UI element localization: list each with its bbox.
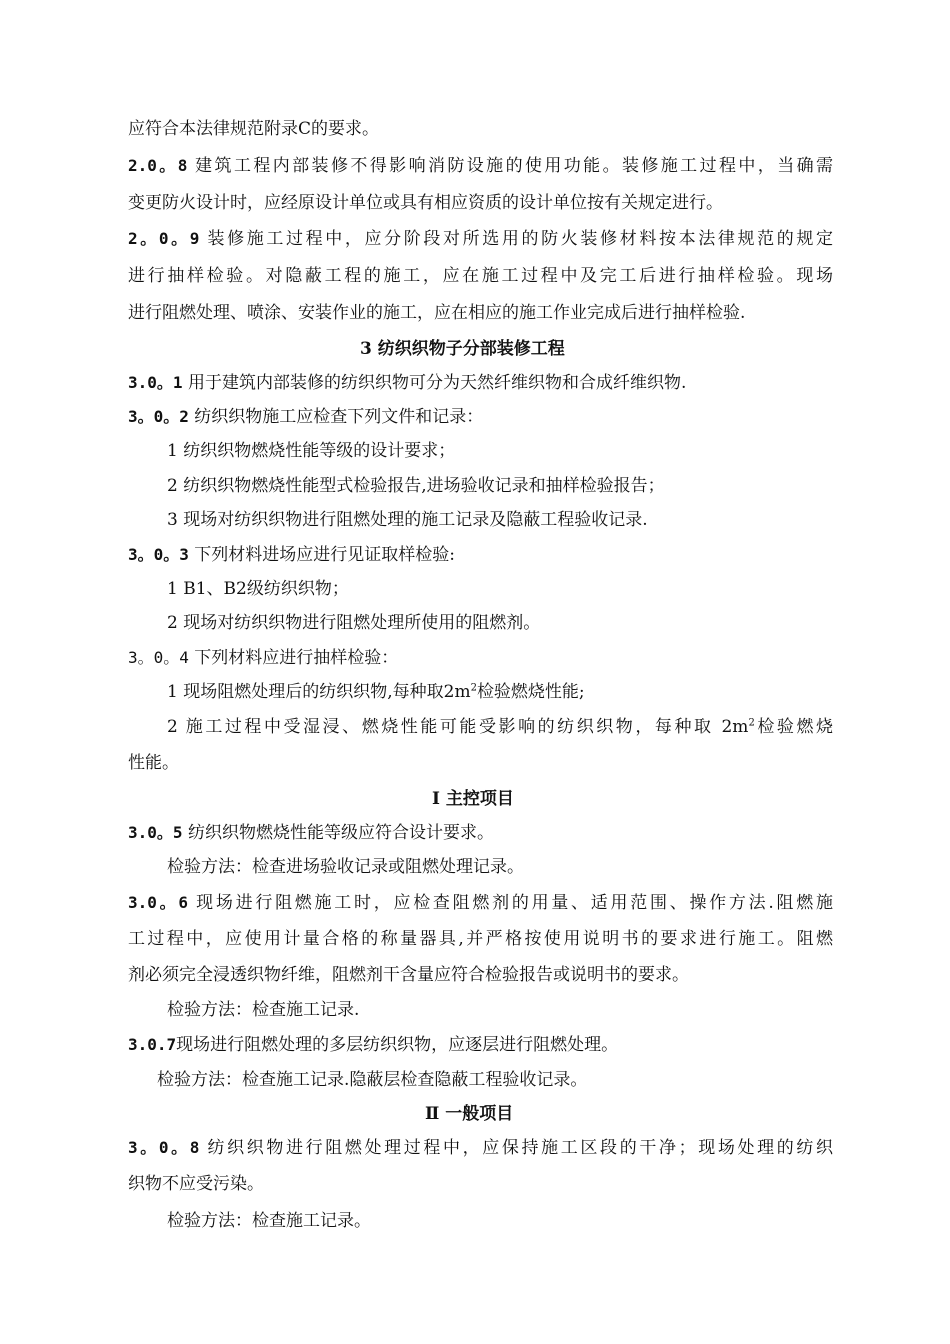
list-item-text: 2 施工过程中受湿浸、燃烧性能可能受影响的纺织织物，每种取 2m xyxy=(167,717,749,737)
line-text: 工过程中，应使用计量合格的称量器具,并严格按使用说明书的要求进行施工。阻燃 xyxy=(128,929,833,949)
inspection-method xyxy=(167,999,833,1021)
section-heading: 3 纺织织物子分部装修工程 xyxy=(360,339,565,359)
line-text: 剂必须完全浸透织物纤维，阻燃剂干含量应符合检验报告或说明书的要求。 xyxy=(128,965,689,985)
list-item-text: 1 现场阻燃处理后的纺织织物,每种取2m xyxy=(167,682,471,702)
inspection-method-text: 检验方法：检查进场验收记录或阻燃处理记录。 xyxy=(167,857,524,877)
clause-text: 用于建筑内部装修的纺织织物可分为天然纤维织物和合成纤维织物. xyxy=(182,373,687,393)
list-item xyxy=(167,509,833,531)
clause-text: 纺织织物燃烧性能等级应符合设计要求。 xyxy=(182,823,494,843)
clause-3-0-4 xyxy=(128,647,833,669)
clause-text: 下列材料进场应进行见证取样检验: xyxy=(188,545,456,565)
line-text: 应符合本法律规范附录C的要求。 xyxy=(128,119,380,139)
paragraph-line xyxy=(128,118,833,140)
paragraph-line xyxy=(128,928,833,950)
clause-3-0-5 xyxy=(128,822,833,844)
clause-3-0-6 xyxy=(128,892,833,914)
paragraph-line xyxy=(128,265,833,287)
superscript: 2 xyxy=(470,682,477,694)
clause-2-0-8 xyxy=(128,155,833,177)
line-text: 变更防火设计时，应经原设计单位或具有相应资质的设计单位按有关规定进行。 xyxy=(128,193,723,213)
inspection-method xyxy=(167,856,833,878)
clause-text: 纺织织物施工应检查下列文件和记录： xyxy=(188,407,484,427)
subsection-heading-general: Ⅱ 一般项目 xyxy=(425,1104,514,1124)
list-item-text: 1 B1、B2级纺织织物； xyxy=(167,579,349,599)
line-text: 性能。 xyxy=(128,753,179,773)
line-text: 织物不应受污染。 xyxy=(128,1174,264,1194)
list-item xyxy=(167,716,833,738)
list-item-text: 2 纺织织物燃烧性能型式检验报告,进场验收记录和抽样检验报告； xyxy=(167,476,665,496)
clause-text: 建筑工程内部装修不得影响消防设施的使用功能。装修施工过程中，当确需 xyxy=(187,156,833,176)
clause-number: 3.0。6 xyxy=(128,893,188,912)
subsection-heading-main: Ⅰ 主控项目 xyxy=(432,789,514,809)
clause-text: 现场进行阻燃施工时，应检查阻燃剂的用量、适用范围、操作方法.阻燃施 xyxy=(188,893,833,913)
clause-number: 3.0。5 xyxy=(128,823,183,842)
clause-2-0-9 xyxy=(128,228,833,250)
list-item-text: 3 现场对纺织织物进行阻燃处理的施工记录及隐蔽工程验收记录. xyxy=(167,510,648,530)
list-item-text: 1 纺织织物燃烧性能等级的设计要求； xyxy=(167,441,456,461)
list-item-text: 检验燃烧 xyxy=(754,717,834,737)
list-item xyxy=(167,681,833,703)
paragraph-line xyxy=(128,302,833,324)
inspection-method xyxy=(157,1069,833,1091)
clause-text: 下列材料应进行抽样检验： xyxy=(188,648,399,668)
clause-3-0-3 xyxy=(128,544,833,566)
inspection-method xyxy=(167,1210,833,1232)
line-text: 进行抽样检验。对隐蔽工程的施工，应在施工过程中及完工后进行抽样检验。现场 xyxy=(128,266,833,286)
clause-number: 2.0。8 xyxy=(128,156,188,175)
clause-number: 3。0。3 xyxy=(128,545,189,564)
paragraph-line xyxy=(128,964,833,986)
inspection-method-text: 检验方法：检查施工记录. xyxy=(167,1000,360,1020)
clause-text: 纺织织物进行阻燃处理过程中，应保持施工区段的干净；现场处理的纺织 xyxy=(199,1138,833,1158)
list-item xyxy=(167,440,833,462)
clause-number: 3。0。8 xyxy=(128,1138,200,1157)
list-item xyxy=(167,612,833,634)
list-item xyxy=(167,475,833,497)
paragraph-line xyxy=(128,752,833,774)
clause-3-0-2 xyxy=(128,406,833,428)
clause-3-0-7 xyxy=(128,1034,833,1056)
line-text: 进行阻燃处理、喷涂、安装作业的施工，应在相应的施工作业完成后进行抽样检验. xyxy=(128,303,746,323)
superscript: 2 xyxy=(748,717,755,729)
list-item-text: 检验燃烧性能; xyxy=(476,682,585,702)
paragraph-line xyxy=(128,192,833,214)
clause-text: 现场进行阻燃处理的多层纺织织物，应逐层进行阻燃处理。 xyxy=(176,1035,619,1055)
clause-3-0-1 xyxy=(128,372,833,394)
clause-number: 3。0。4 xyxy=(128,648,189,667)
inspection-method-text: 检验方法：检查施工记录。 xyxy=(167,1211,371,1231)
clause-number: 2。0。9 xyxy=(128,229,200,248)
clause-3-0-8 xyxy=(128,1137,833,1159)
paragraph-line xyxy=(128,1173,833,1195)
clause-number: 3.0。1 xyxy=(128,373,183,392)
list-item-text: 2 现场对纺织织物进行阻燃处理所使用的阻燃剂。 xyxy=(167,613,541,633)
clause-number: 3.0.7 xyxy=(128,1035,177,1054)
clause-text: 装修施工过程中，应分阶段对所选用的防火装修材料按本法律规范的规定 xyxy=(199,229,833,249)
inspection-method-text: 检验方法：检查施工记录.隐蔽层检查隐蔽工程验收记录。 xyxy=(157,1070,588,1090)
clause-number: 3。0。2 xyxy=(128,407,189,426)
list-item xyxy=(167,578,833,600)
